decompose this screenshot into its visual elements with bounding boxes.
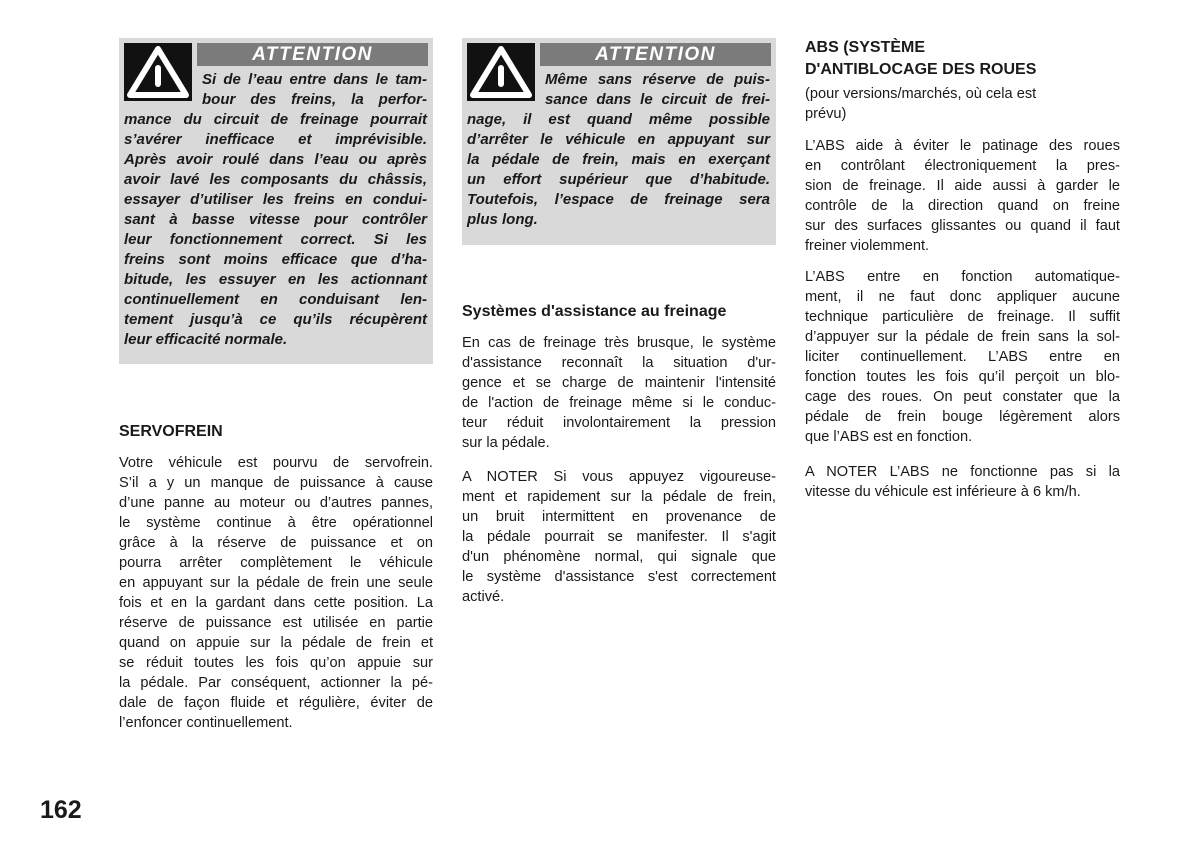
text-line: d’une panne au moteur ou d’autres pannes, xyxy=(119,495,433,511)
section-heading-servofrein: SERVOFREIN xyxy=(119,423,223,440)
text-line: continuellement en conduisant len- xyxy=(124,291,427,308)
text-line: L’ABS entre en fonction automatique- xyxy=(805,269,1120,285)
text-line: fois et en la gardant dans cette position. La xyxy=(119,595,433,611)
text-line: leur efficacité normale. xyxy=(124,331,288,348)
text-line: gence et se charge de maintenir l'intensité xyxy=(462,375,776,391)
text-line: Même sans réserve de puis- xyxy=(545,71,770,88)
heading-line: ABS (SYSTÈME xyxy=(805,39,926,56)
text-line: essayer d’utiliser les freins en condui- xyxy=(124,191,427,208)
text-line: Votre véhicule est pourvu de servofrein. xyxy=(119,455,433,471)
text-line: réserve de puissance est utilisée en partie xyxy=(119,615,433,631)
text-line: sion de freinage. Il aide aussi à garder le xyxy=(805,178,1120,194)
text-line: (pour versions/marchés, où cela est xyxy=(805,86,1037,102)
text-line: un bruit intermittent en provenance de xyxy=(462,509,776,525)
text-line: l’enfoncer continuellement. xyxy=(119,715,293,731)
text-line: tement jusqu’à ce qu’ils récupèrent xyxy=(124,311,427,328)
warning-box-reserve xyxy=(462,38,776,245)
attention-header: ATTENTION xyxy=(197,43,428,66)
text-line: leur fonctionnement correct. Si les xyxy=(124,231,427,248)
text-line: Après avoir roulé dans l’eau ou après xyxy=(124,151,427,168)
text-line: s’avérer inefficace et imprévisible. xyxy=(124,131,427,148)
attention-header: ATTENTION xyxy=(540,43,771,66)
text-line: le système d'assistance s'est correctement xyxy=(462,569,776,585)
abs-paragraph-1 xyxy=(805,136,1120,256)
text-line: cage des roues. On peut constater que la xyxy=(805,389,1120,405)
text-line: S’il a y un manque de puissance à cause xyxy=(119,475,433,491)
text-line: A NOTER L’ABS ne fonctionne pas si la xyxy=(805,464,1120,480)
text-line: freins sont moins efficace que d’ha- xyxy=(124,251,427,268)
abs-paragraph-3 xyxy=(805,462,1120,502)
text-line: que l’ABS est en fonction. xyxy=(805,429,973,445)
text-line: bour des freins, la perfor- xyxy=(202,91,427,108)
text-line: activé. xyxy=(462,589,505,605)
text-line: la pédale pourrait se manifester. Il s'agit xyxy=(462,529,776,545)
text-line: technique particulière de freinage. Il suffit xyxy=(805,309,1120,325)
text-line: Si de l’eau entre dans le tam- xyxy=(202,71,427,88)
text-line: grâce à la réserve de puissance et on xyxy=(119,535,433,551)
section-heading-abs xyxy=(805,37,1036,81)
text-line: sur la pédale. xyxy=(462,435,550,451)
abs-subheading xyxy=(805,84,1120,124)
text-line: ment, il ne faut donc appliquer aucune xyxy=(805,289,1120,305)
text-line: sance dans le circuit de frei- xyxy=(545,91,770,108)
text-line: En cas de freinage très brusque, le système xyxy=(462,335,776,351)
text-line: pédale de frein bouge légèrement alors xyxy=(805,409,1120,425)
text-line: d'un phénomène normal, qui signale que xyxy=(462,549,776,565)
text-line: contrôle de la direction quand on freine xyxy=(805,198,1120,214)
text-line: sur des surfaces glissantes ou quand il faut xyxy=(805,218,1120,234)
text-line: vitesse du véhicule est inférieure à 6 km/h. xyxy=(805,484,1081,500)
text-line: avoir lavé les composants du châssis, xyxy=(124,171,427,188)
warning-text xyxy=(124,70,427,350)
text-line: dale de façon fluide et régulière, éviter de xyxy=(119,695,433,711)
text-line: fonction toutes les fois qu’il perçoit un blo- xyxy=(805,369,1120,385)
text-line: de l'action de freinage même si le conduc- xyxy=(462,395,776,411)
text-line: liciter continuellement. L’ABS entre en xyxy=(805,349,1120,365)
text-line: en contrôlant électroniquement la pres- xyxy=(805,158,1120,174)
text-line: d'assistance reconnaît la situation d'ur- xyxy=(462,355,776,371)
text-line: nage, il est quand même possible xyxy=(467,111,770,128)
text-line: prévu) xyxy=(805,106,847,122)
text-line: la pédale. Par conséquent, actionner la pé- xyxy=(119,675,433,691)
text-line: d’arrêter le véhicule en appuyant sur xyxy=(467,131,770,148)
text-line: un effort supérieur que d’habitude. xyxy=(467,171,770,188)
heading-line: D'ANTIBLOCAGE DES ROUES xyxy=(805,61,1037,78)
text-line: quand on appuie sur la pédale de frein et xyxy=(119,635,433,651)
text-line: d’appuyer sur la pédale de frein sans la sol- xyxy=(805,329,1120,345)
warning-text xyxy=(467,70,770,230)
text-line: pourra arrêter complètement le véhicule xyxy=(119,555,433,571)
text-line: se réduit toutes les fois qu’on appuie sur xyxy=(119,655,433,671)
text-line: bitude, les essuyer en les actionnant xyxy=(124,271,427,288)
text-line: plus long. xyxy=(467,211,538,228)
servofrein-paragraph xyxy=(119,453,433,733)
page-number: 162 xyxy=(40,796,82,824)
text-line: sant à basse vitesse pour contrôler xyxy=(124,211,427,228)
text-line: Toutefois, l’espace de freinage sera xyxy=(467,191,770,208)
section-heading-assistance: Systèmes d'assistance au freinage xyxy=(462,303,727,320)
text-line: la pédale de frein, mais en exerçant xyxy=(467,151,770,168)
text-line: le système continue à être opérationnel xyxy=(119,515,433,531)
assistance-paragraph-2 xyxy=(462,467,776,607)
text-line: mance du circuit de freinage pourrait xyxy=(124,111,427,128)
text-line: en appuyant sur la pédale de frein une seule xyxy=(119,575,433,591)
text-line: freiner violemment. xyxy=(805,238,930,254)
text-line: L’ABS aide à éviter le patinage des roues xyxy=(805,138,1120,154)
warning-box-water xyxy=(119,38,433,364)
text-line: teur réduit involontairement la pression xyxy=(462,415,776,431)
abs-paragraph-2 xyxy=(805,267,1120,447)
assistance-paragraph-1 xyxy=(462,333,776,453)
text-line: A NOTER Si vous appuyez vigoureuse- xyxy=(462,469,776,485)
text-line: ment et rapidement sur la pédale de frein, xyxy=(462,489,776,505)
